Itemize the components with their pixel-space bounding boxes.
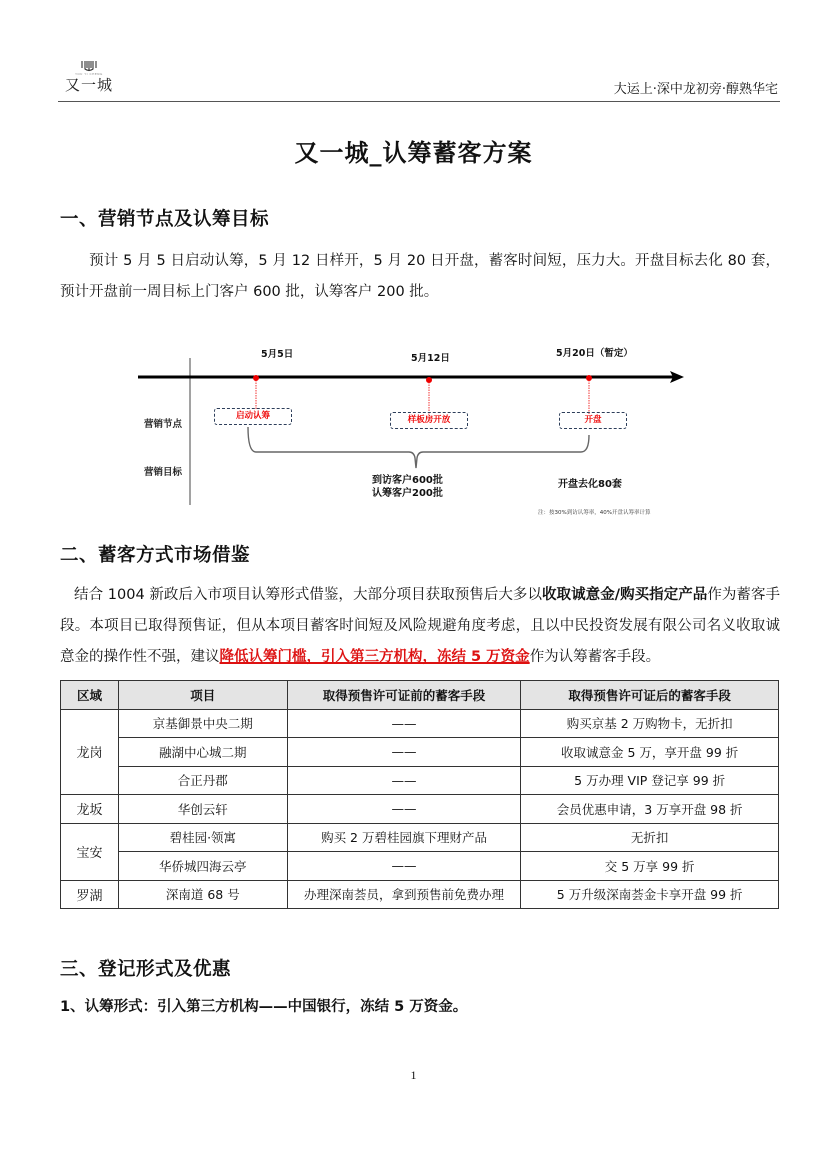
table-row (61, 738, 779, 767)
after-cell: 收取诚意金 5 万，享开盘 99 折 (521, 738, 779, 767)
logo (64, 60, 114, 98)
node-box-showroom: 样板房开放 (390, 412, 468, 429)
before-cell: —— (287, 709, 521, 738)
project-cell: 京基御景中央二期 (118, 709, 287, 738)
logo-mark-icon (79, 60, 99, 72)
project-cell: 合正丹郡 (118, 766, 287, 795)
section3-heading: 三、登记形式及优惠 (60, 959, 232, 980)
before-cell: —— (287, 852, 521, 881)
table-row (61, 795, 779, 824)
date-label-2: 5月12日 (411, 353, 450, 364)
area-cell: 龙岗 (61, 709, 119, 795)
before-cell: 办理深南荟员，拿到预售前免费办理 (287, 880, 521, 909)
section1-paragraph (60, 246, 780, 308)
after-cell: 5 万办理 VIP 登记享 99 折 (521, 766, 779, 795)
table-row (61, 709, 779, 738)
section3-subheading: 1、认筹形式：引入第三方机构——中国银行，冻结 5 万资金。 (60, 999, 468, 1015)
col-header-after: 取得预售许可证后的蓄客手段 (521, 681, 779, 710)
section2-paragraph: 结合 1004 新政后入市项目认筹形式借鉴，大部分项目获取预售后大多以收取诚意金/购买指定产品作为蓄客手段。本项目已取得预售证，但从本项目蓄客时间短及风险规避角度考虑，且以中民投资发展有限公司名义收取诚意金的操作性不强，建议降低认筹门槛，引入第三方机构，冻结 5 万资金作为认筹蓄客手段。 (60, 587, 781, 665)
after-cell: 会员优惠申请，3 万享开盘 98 折 (521, 795, 779, 824)
date-label-3: 5月20日（暂定） (556, 348, 633, 359)
comparison-table (60, 680, 779, 909)
node-box-launch: 启动认筹 (214, 408, 292, 425)
row-label-targets: 营销目标 (144, 467, 183, 478)
project-cell: 深南道 68 号 (118, 880, 287, 909)
recommendation-highlight: 降低认筹门槛，引入第三方机构，冻结 5 万资金 (219, 649, 530, 665)
after-cell: 5 万升级深南荟金卡享开盘 99 折 (521, 880, 779, 909)
table-header-row (61, 681, 779, 710)
after-cell: 购买京基 2 万购物卡，无折扣 (521, 709, 779, 738)
area-cell: 罗湖 (61, 880, 119, 909)
row-label-nodes: 营销节点 (144, 419, 183, 430)
timeline-diagram (138, 340, 698, 525)
emphasis-bold: 收取诚意金/购买指定产品 (542, 587, 708, 603)
logo-subtext: YOU YI CHENG (75, 72, 103, 76)
project-cell: 华创云轩 (118, 795, 287, 824)
target-sales: 开盘去化80套 (558, 479, 622, 490)
target-visits: 到访客户600批 (372, 475, 443, 486)
document-title: 又一城_认筹蓄客方案 (294, 139, 533, 167)
area-cell: 龙坂 (61, 795, 119, 824)
before-cell: —— (287, 766, 521, 795)
page-header (58, 56, 780, 102)
target-visits-subscriptions (372, 474, 443, 500)
logo-text: 又一城 (64, 76, 113, 94)
col-header-project: 项目 (118, 681, 287, 710)
table-row (61, 852, 779, 881)
col-header-area: 区域 (61, 681, 119, 710)
section1-text: 预计 5 月 5 日启动认筹，5 月 12 日样开，5 月 20 日开盘，蓄客时间短，压力大。开盘目标去化 80 套，预计开盘前一周目标上门客户 600 批，认筹客户 200 批。 (60, 253, 780, 300)
area-cell: 宝安 (61, 823, 119, 880)
table-row (61, 766, 779, 795)
before-cell: 购买 2 万碧桂园旗下理财产品 (287, 823, 521, 852)
table-row (61, 880, 779, 909)
project-cell: 融湖中心城二期 (118, 738, 287, 767)
section1-heading: 一、营销节点及认筹目标 (60, 209, 270, 230)
table-row (61, 823, 779, 852)
header-slogan: 大运上·深中龙初旁·醇熟华宅 (613, 82, 778, 97)
node-box-opening: 开盘 (559, 412, 627, 429)
project-cell: 华侨城四海云亭 (118, 852, 287, 881)
col-header-before: 取得预售许可证前的蓄客手段 (287, 681, 521, 710)
date-label-1: 5月5日 (261, 349, 294, 360)
project-cell: 碧桂园·领寓 (118, 823, 287, 852)
before-cell: —— (287, 738, 521, 767)
section2-heading: 二、蓄客方式市场借鉴 (60, 545, 251, 566)
page-number: 1 (410, 1068, 417, 1082)
after-cell: 无折扣 (521, 823, 779, 852)
diagram-note: 注：按30%到访认筹率，40%开盘认筹率计算 (538, 510, 651, 516)
before-cell: —— (287, 795, 521, 824)
target-subscriptions: 认筹客户200批 (372, 488, 443, 499)
after-cell: 交 5 万享 99 折 (521, 852, 779, 881)
